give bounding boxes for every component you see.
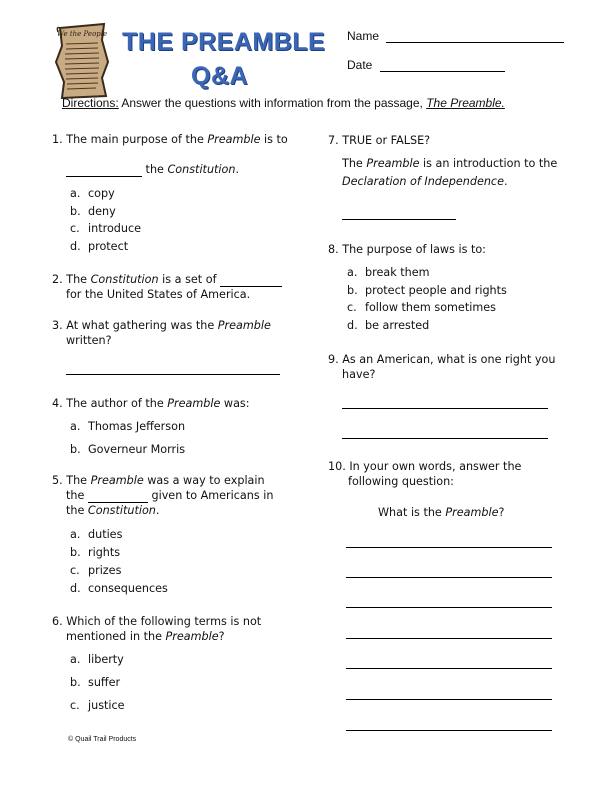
option-letter: a. (70, 528, 81, 541)
q7-statement-line1 (342, 156, 557, 171)
q8-option-c[interactable] (347, 301, 496, 314)
q10-answer-line-5[interactable] (346, 668, 552, 669)
q7-statement-end: is an introduction to the (419, 157, 558, 170)
option-text: introduce (88, 222, 142, 235)
q10-answer-line-6[interactable] (346, 699, 552, 700)
question-2 (52, 272, 282, 287)
q6-line2-start: mentioned in the (66, 630, 166, 643)
q5-line3 (66, 503, 159, 518)
q7-answer-line[interactable] (342, 219, 456, 220)
q10-answer-line-4[interactable] (346, 638, 552, 639)
q2-line2: for the United States of America. (66, 288, 251, 301)
q10-prompt-end: ? (498, 506, 505, 519)
q3-text-italic: Preamble (217, 319, 271, 332)
q1-text-italic: Preamble (207, 133, 261, 146)
page-title-line2: Q&A (191, 62, 249, 90)
q2-text-end: is a set of (158, 273, 221, 286)
option-text: rights (88, 546, 121, 559)
q4-number: 4. (52, 397, 63, 410)
option-text: consequences (88, 582, 168, 595)
date-label: Date (347, 58, 373, 72)
option-letter: a. (70, 653, 81, 666)
option-letter: d. (70, 240, 81, 253)
option-letter: b. (347, 284, 358, 297)
q4-text: The author of the (66, 397, 168, 410)
option-text: copy (88, 187, 115, 200)
q5-number: 5. (52, 474, 63, 487)
q10-text: In your own words, answer the (349, 460, 522, 473)
q6-option-a[interactable] (70, 653, 124, 666)
q10-answer-line-3[interactable] (346, 607, 552, 608)
q8-number: 8. (328, 243, 339, 256)
q1-number: 1. (52, 133, 63, 146)
name-label: Name (347, 29, 380, 43)
q6-option-c[interactable] (70, 699, 125, 712)
q1-text: The main purpose of the (66, 133, 208, 146)
q10-number: 10. (328, 460, 346, 473)
option-letter: c. (70, 564, 80, 577)
q2-text-italic: Constitution (90, 273, 159, 286)
option-text: liberty (88, 653, 124, 666)
q5-text: The (66, 474, 91, 487)
option-text: break them (365, 266, 430, 279)
q3-answer-line[interactable] (66, 374, 280, 375)
q6-line2-italic: Preamble (165, 630, 219, 643)
q8-option-b[interactable] (347, 284, 507, 297)
q8-text: The purpose of laws is to: (342, 243, 486, 256)
q6-number: 6. (52, 615, 63, 628)
q7-statement2-end: . (503, 175, 508, 188)
option-letter: c. (70, 222, 80, 235)
q6-line2 (66, 629, 225, 644)
q1-option-c[interactable] (70, 222, 141, 235)
q5-option-b[interactable] (70, 546, 120, 559)
q1-text-end: is to (260, 133, 288, 146)
q6-line2-end: ? (218, 630, 225, 643)
option-text: follow them sometimes (365, 301, 496, 314)
q1-blank-line[interactable] (66, 162, 239, 177)
q10-answer-line-7[interactable] (346, 730, 552, 731)
q1-after-blank: the (142, 163, 168, 176)
q10-answer-line-2[interactable] (346, 577, 552, 578)
question-10 (328, 459, 521, 474)
option-text: deny (88, 205, 116, 218)
directions-text: Answer the questions with information from the passage, (118, 96, 427, 110)
option-text: suffer (88, 676, 121, 689)
q6-text: Which of the following terms is not (66, 615, 262, 628)
directions-passage: The Preamble. (426, 96, 505, 110)
q9-answer-line-2[interactable] (342, 438, 548, 439)
q3-number: 3. (52, 319, 63, 332)
q8-option-d[interactable] (347, 319, 429, 332)
q1-option-a[interactable] (70, 187, 115, 200)
q9-line2: have? (342, 368, 376, 381)
q7-statement-italic: Preamble (366, 157, 420, 170)
q7-statement2-italic: Declaration of Independence (342, 175, 504, 188)
option-letter: b. (70, 676, 81, 689)
question-1 (52, 132, 288, 147)
question-9 (328, 352, 555, 367)
q1-after-blank-end: . (235, 163, 240, 176)
q5-line2 (66, 488, 273, 503)
q5-text-end: was a way to explain (143, 474, 265, 487)
option-letter: d. (70, 582, 81, 595)
question-7 (328, 133, 430, 148)
q4-text-italic: Preamble (167, 397, 221, 410)
q4-option-b[interactable] (70, 443, 185, 456)
q9-answer-line-1[interactable] (342, 408, 548, 409)
q10-prompt-italic: Preamble (445, 506, 499, 519)
option-letter: c. (347, 301, 357, 314)
q5-line3-end: . (155, 504, 160, 517)
q5-option-a[interactable] (70, 528, 122, 541)
question-3 (52, 318, 271, 333)
q6-option-b[interactable] (70, 676, 120, 689)
copyright-footer: © Quail Trail Products (68, 736, 137, 743)
option-letter: a. (70, 187, 81, 200)
q5-text-italic: Preamble (90, 474, 144, 487)
q1-after-blank-italic: Constitution (167, 163, 236, 176)
q10-prompt-start: What is the (378, 506, 446, 519)
name-field[interactable] (347, 29, 564, 43)
q4-text-end: was: (220, 397, 250, 410)
q5-line2-end: given to Americans in (147, 489, 274, 502)
directions-label: Directions: (62, 96, 119, 110)
date-field[interactable] (347, 58, 505, 72)
q5-line3-italic: Constitution (87, 504, 156, 517)
question-5 (52, 473, 265, 488)
q4-option-a[interactable] (70, 420, 185, 433)
q10-answer-line-1[interactable] (346, 547, 552, 548)
question-4 (52, 396, 250, 411)
q9-number: 9. (328, 353, 339, 366)
q10-line2: following question: (348, 475, 454, 488)
q5-line2-start: the (66, 489, 88, 502)
option-letter: b. (70, 205, 81, 218)
date-line[interactable] (380, 71, 505, 72)
question-6 (52, 614, 261, 629)
option-text: be arrested (365, 319, 430, 332)
question-8 (328, 242, 486, 257)
q1-option-d[interactable] (70, 240, 128, 253)
q1-option-b[interactable] (70, 205, 116, 218)
option-letter: c. (70, 699, 80, 712)
option-text: duties (88, 528, 123, 541)
q5-option-d[interactable] (70, 582, 168, 595)
q5-line3-start: the (66, 504, 88, 517)
option-text: Thomas Jefferson (88, 420, 186, 433)
option-text: prizes (88, 564, 122, 577)
option-letter: b. (70, 443, 81, 456)
option-text: protect people and rights (365, 284, 507, 297)
option-letter: b. (70, 546, 81, 559)
q9-text: As an American, what is one right you (342, 353, 556, 366)
name-line[interactable] (386, 42, 564, 43)
q7-number: 7. (328, 134, 339, 147)
q1-answer-blank[interactable] (66, 176, 142, 177)
q8-option-a[interactable] (347, 266, 430, 279)
scroll-text: We the People (56, 30, 108, 38)
q2-number: 2. (52, 273, 63, 286)
q7-statement-line2 (342, 174, 508, 189)
q3-text: At what gathering was the (66, 319, 218, 332)
q7-statement-start: The (342, 157, 367, 170)
option-text: justice (88, 699, 125, 712)
q7-text: TRUE or FALSE? (342, 134, 431, 147)
scroll-icon (52, 22, 112, 100)
directions (62, 96, 505, 110)
page-title-line1: THE PREAMBLE (122, 28, 326, 56)
option-letter: d. (347, 319, 358, 332)
option-text: protect (88, 240, 129, 253)
option-text: Governeur Morris (88, 443, 186, 456)
q2-text: The (66, 273, 91, 286)
q10-prompt (378, 505, 504, 520)
q5-option-c[interactable] (70, 564, 121, 577)
q3-line2: written? (66, 334, 112, 347)
option-letter: a. (70, 420, 81, 433)
option-letter: a. (347, 266, 358, 279)
